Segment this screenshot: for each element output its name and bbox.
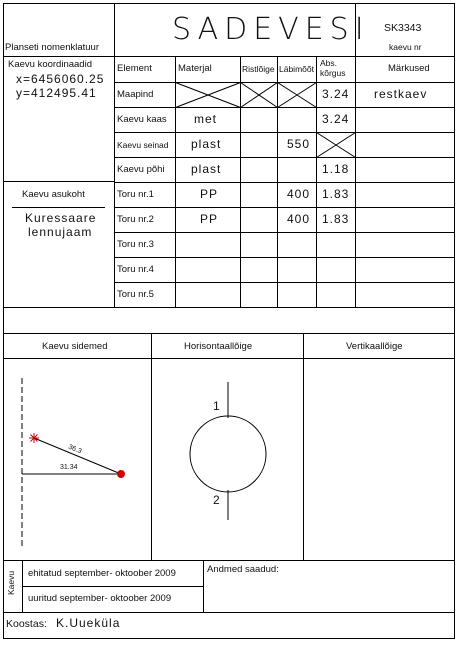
plansheet-label: Planseti nomenklatuur	[5, 42, 99, 53]
page-title: SADEVESI	[172, 12, 370, 47]
row-element: Maapind	[117, 89, 154, 100]
row-element: Toru nr.5	[117, 289, 154, 300]
row-diameter: 550	[287, 137, 311, 151]
row-material: PP	[200, 187, 219, 201]
location-label: Kaevu asukoht	[22, 189, 85, 200]
well-id: SK3343	[384, 22, 422, 34]
row-element: Toru nr.4	[117, 264, 154, 275]
row-element: Toru nr.2	[117, 214, 154, 225]
row-element: Toru nr.3	[117, 239, 154, 250]
row-diameter: 400	[287, 187, 311, 201]
pipe-1-label: 1	[213, 399, 221, 413]
header-abs-height-1: Abs.	[320, 58, 338, 68]
surveyed-label: uuritud september- oktoober 2009	[28, 593, 172, 604]
header-material: Materjal	[178, 63, 212, 74]
header-diameter: Läbimõõt	[279, 64, 314, 74]
row-diameter: 400	[287, 212, 311, 226]
location-line-2: lennujaam	[28, 225, 93, 239]
coordinates-label: Kaevu koordinaadid	[8, 59, 92, 70]
row-abs-height: 3.24	[322, 87, 350, 101]
well-id-label: kaevu nr	[389, 42, 422, 52]
tie-distance-2: 31.34	[60, 464, 78, 471]
row-abs-height: 1.83	[322, 212, 350, 226]
footer-side-label: Kaevu	[6, 570, 17, 596]
coordinate-y: y=412495.41	[16, 86, 97, 100]
well-point-icon	[118, 471, 125, 478]
reference-point-icon	[29, 433, 39, 443]
ties-drawing	[8, 370, 148, 550]
row-material: met	[194, 112, 218, 126]
header-element: Element	[117, 63, 152, 74]
data-received-label: Andmed saadud:	[207, 564, 279, 575]
header-cross-section: Ristlõige	[242, 64, 275, 74]
built-label: ehitatud september- oktoober 2009	[28, 568, 176, 579]
row-element: Kaevu kaas	[117, 114, 167, 125]
row-material: plast	[191, 162, 222, 176]
row-notes: restkaev	[374, 87, 428, 101]
author-name: K.Uueküla	[56, 616, 121, 630]
horizontal-section-label: Horisontaallõige	[184, 341, 253, 352]
header-notes: Märkused	[388, 63, 430, 74]
row-abs-height: 1.18	[322, 162, 350, 176]
row-element: Kaevu põhi	[117, 164, 165, 175]
tie-distance-1: 36.3	[67, 443, 83, 456]
well-circle	[190, 416, 266, 492]
coordinate-x: x=6456060.25	[16, 72, 105, 86]
vertical-section-label: Vertikaallõige	[346, 341, 403, 352]
row-material: PP	[200, 212, 219, 226]
location-line-1: Kuressaare	[25, 211, 97, 225]
header-abs-height-2: kõrgus	[320, 68, 346, 78]
row-abs-height: 1.83	[322, 187, 350, 201]
row-element: Kaevu seinad	[117, 140, 169, 150]
row-abs-height: 3.24	[322, 112, 350, 126]
ties-label: Kaevu sidemed	[42, 341, 108, 352]
row-material: plast	[191, 137, 222, 151]
pipe-2-label: 2	[213, 493, 221, 507]
row-element: Toru nr.1	[117, 189, 154, 200]
horizontal-section-drawing	[170, 382, 290, 522]
author-label: Koostas:	[6, 618, 47, 630]
